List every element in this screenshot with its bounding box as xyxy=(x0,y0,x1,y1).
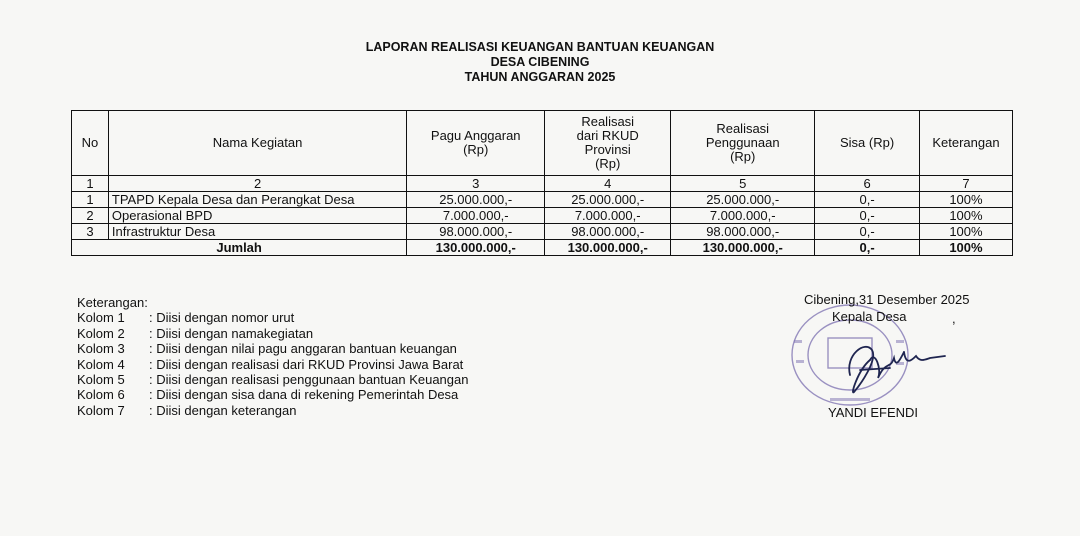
colnum-cell: 1 xyxy=(72,176,109,192)
total-pagu: 130.000.000,- xyxy=(407,240,545,256)
cell-pagu: 98.000.000,- xyxy=(407,224,545,240)
note-desc: : Diisi dengan realisasi penggunaan bantuan Keuangan xyxy=(149,372,469,388)
total-label: Jumlah xyxy=(72,240,407,256)
header-realisasi-rkud: Realisasi dari RKUD Provinsi (Rp) xyxy=(545,111,671,176)
total-keterangan: 100% xyxy=(919,240,1012,256)
report-title xyxy=(0,40,1080,85)
cell-penggunaan: 7.000.000,- xyxy=(671,208,815,224)
table-row xyxy=(72,208,1013,224)
note-item xyxy=(77,326,468,341)
cell-rkud: 7.000.000,- xyxy=(545,208,671,224)
note-item xyxy=(77,341,468,356)
notes-section xyxy=(77,295,468,418)
cell-sisa: 0,- xyxy=(815,192,920,208)
column-number-row xyxy=(72,176,1013,192)
colnum-cell: 5 xyxy=(671,176,815,192)
header-no: No xyxy=(72,111,109,176)
note-desc: : Diisi dengan nilai pagu anggaran bantuan keuangan xyxy=(149,341,457,357)
colnum-cell: 6 xyxy=(815,176,920,192)
note-key: Kolom 7 xyxy=(77,402,125,418)
note-desc: : Diisi dengan keterangan xyxy=(149,402,297,418)
total-rkud: 130.000.000,- xyxy=(545,240,671,256)
note-key: Kolom 2 xyxy=(77,325,125,341)
cell-keterangan: 100% xyxy=(919,192,1012,208)
signature-position: Kepala Desa xyxy=(832,309,907,324)
note-item xyxy=(77,372,468,387)
title-line-1: LAPORAN REALISASI KEUANGAN BANTUAN KEUANGAN xyxy=(365,40,715,54)
signature-place-date: Cibening,31 Desember 2025 xyxy=(804,292,970,307)
table-row xyxy=(72,224,1013,240)
title-line-2: DESA CIBENING xyxy=(490,55,590,69)
note-key: Kolom 5 xyxy=(77,372,125,388)
header-sisa: Sisa (Rp) xyxy=(815,111,920,176)
cell-no: 1 xyxy=(72,192,109,208)
cell-keterangan: 100% xyxy=(919,224,1012,240)
title-line-3: TAHUN ANGGARAN 2025 xyxy=(464,70,616,84)
signature-comma: , xyxy=(952,311,956,326)
cell-rkud: 98.000.000,- xyxy=(545,224,671,240)
note-key: Kolom 1 xyxy=(77,310,125,326)
total-sisa: 0,- xyxy=(815,240,920,256)
colnum-cell: 3 xyxy=(407,176,545,192)
table-total-row xyxy=(72,240,1013,256)
note-desc: : Diisi dengan nomor urut xyxy=(149,310,295,326)
table-header-row xyxy=(72,111,1013,176)
cell-no: 2 xyxy=(72,208,109,224)
cell-rkud: 25.000.000,- xyxy=(545,192,671,208)
cell-sisa: 0,- xyxy=(815,224,920,240)
cell-no: 3 xyxy=(72,224,109,240)
note-item xyxy=(77,310,468,325)
colnum-cell: 2 xyxy=(108,176,406,192)
signature-name: YANDI EFENDI xyxy=(828,405,919,420)
colnum-cell: 7 xyxy=(919,176,1012,192)
colnum-cell: 4 xyxy=(545,176,671,192)
note-key: Kolom 4 xyxy=(77,356,125,372)
cell-nama: Infrastruktur Desa xyxy=(108,224,406,240)
cell-sisa: 0,- xyxy=(815,208,920,224)
note-key: Kolom 3 xyxy=(77,341,125,357)
cell-penggunaan: 25.000.000,- xyxy=(671,192,815,208)
note-item xyxy=(77,403,468,418)
header-keterangan: Keterangan xyxy=(919,111,1012,176)
note-desc: : Diisi dengan realisasi dari RKUD Provinsi Jawa Barat xyxy=(149,356,464,372)
note-desc: : Diisi dengan namakegiatan xyxy=(149,325,314,341)
notes-heading: Keterangan: xyxy=(77,295,148,310)
note-item xyxy=(77,357,468,372)
note-key: Kolom 6 xyxy=(77,387,125,403)
report-table xyxy=(71,110,1013,256)
note-desc: : Diisi dengan sisa dana di rekening Pemerintah Desa xyxy=(149,387,459,403)
handwritten-signature xyxy=(820,330,950,400)
cell-pagu: 7.000.000,- xyxy=(407,208,545,224)
total-penggunaan: 130.000.000,- xyxy=(671,240,815,256)
header-realisasi-penggunaan: Realisasi Penggunaan (Rp) xyxy=(671,111,815,176)
header-pagu-anggaran: Pagu Anggaran (Rp) xyxy=(407,111,545,176)
cell-penggunaan: 98.000.000,- xyxy=(671,224,815,240)
cell-keterangan: 100% xyxy=(919,208,1012,224)
cell-pagu: 25.000.000,- xyxy=(407,192,545,208)
table-row xyxy=(72,192,1013,208)
cell-nama: TPAPD Kepala Desa dan Perangkat Desa xyxy=(108,192,406,208)
header-nama-kegiatan: Nama Kegiatan xyxy=(108,111,406,176)
note-item xyxy=(77,387,468,402)
cell-nama: Operasional BPD xyxy=(108,208,406,224)
